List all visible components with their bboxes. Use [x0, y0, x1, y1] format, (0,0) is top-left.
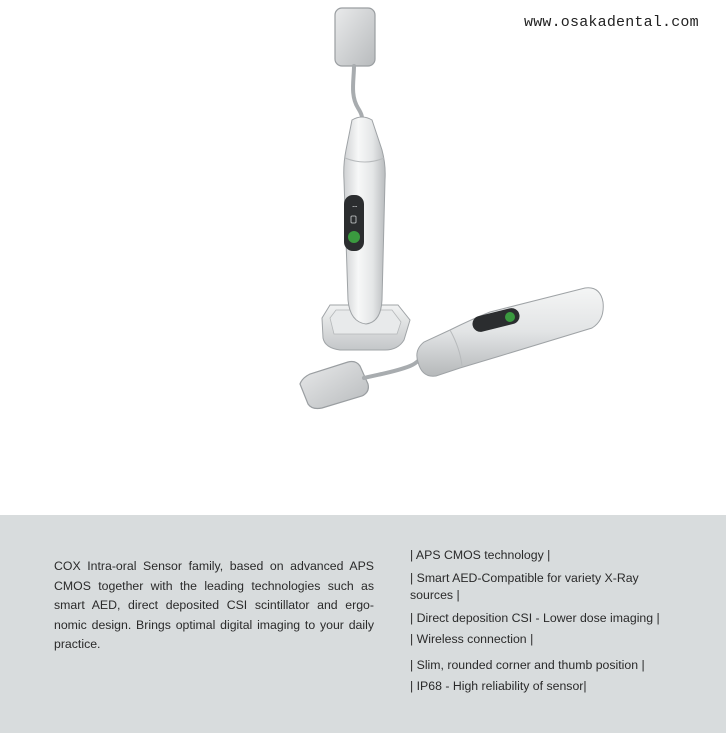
feature-item: | Slim, rounded corner and thumb position | [410, 658, 645, 672]
upright-sensor-plate [335, 8, 375, 66]
lying-power-button [505, 312, 515, 322]
wifi-icon: ⌔ [351, 204, 359, 213]
feature-item: | Wireless connection | [410, 632, 534, 646]
info-panel [0, 515, 726, 733]
lying-sensor-cable [364, 356, 424, 378]
product-description: COX Intra-oral Sensor family, based on advanced APS CMOS together with the leading technologies such as smart AED, direct deposited CSI scintillator and ergo-nomic design. Brings optimal digital imaging to your daily practice. [54, 559, 374, 652]
lying-handle [417, 288, 603, 376]
website-watermark: www.osakadental.com [524, 14, 699, 31]
feature-list [410, 547, 680, 695]
lying-sensor-plate [300, 362, 368, 409]
upright-sensor-cable [353, 66, 362, 122]
feature-item: | Smart AED-Compatible for variety X-Ray sources | [410, 571, 639, 602]
feature-item: | IP68 - High reliability of sensor| [410, 679, 587, 693]
upright-sensor [322, 8, 410, 350]
feature-item: | Direct deposition CSI - Lower dose imaging | [410, 611, 660, 625]
power-button [348, 231, 360, 243]
feature-item: | APS CMOS technology | [410, 548, 551, 562]
